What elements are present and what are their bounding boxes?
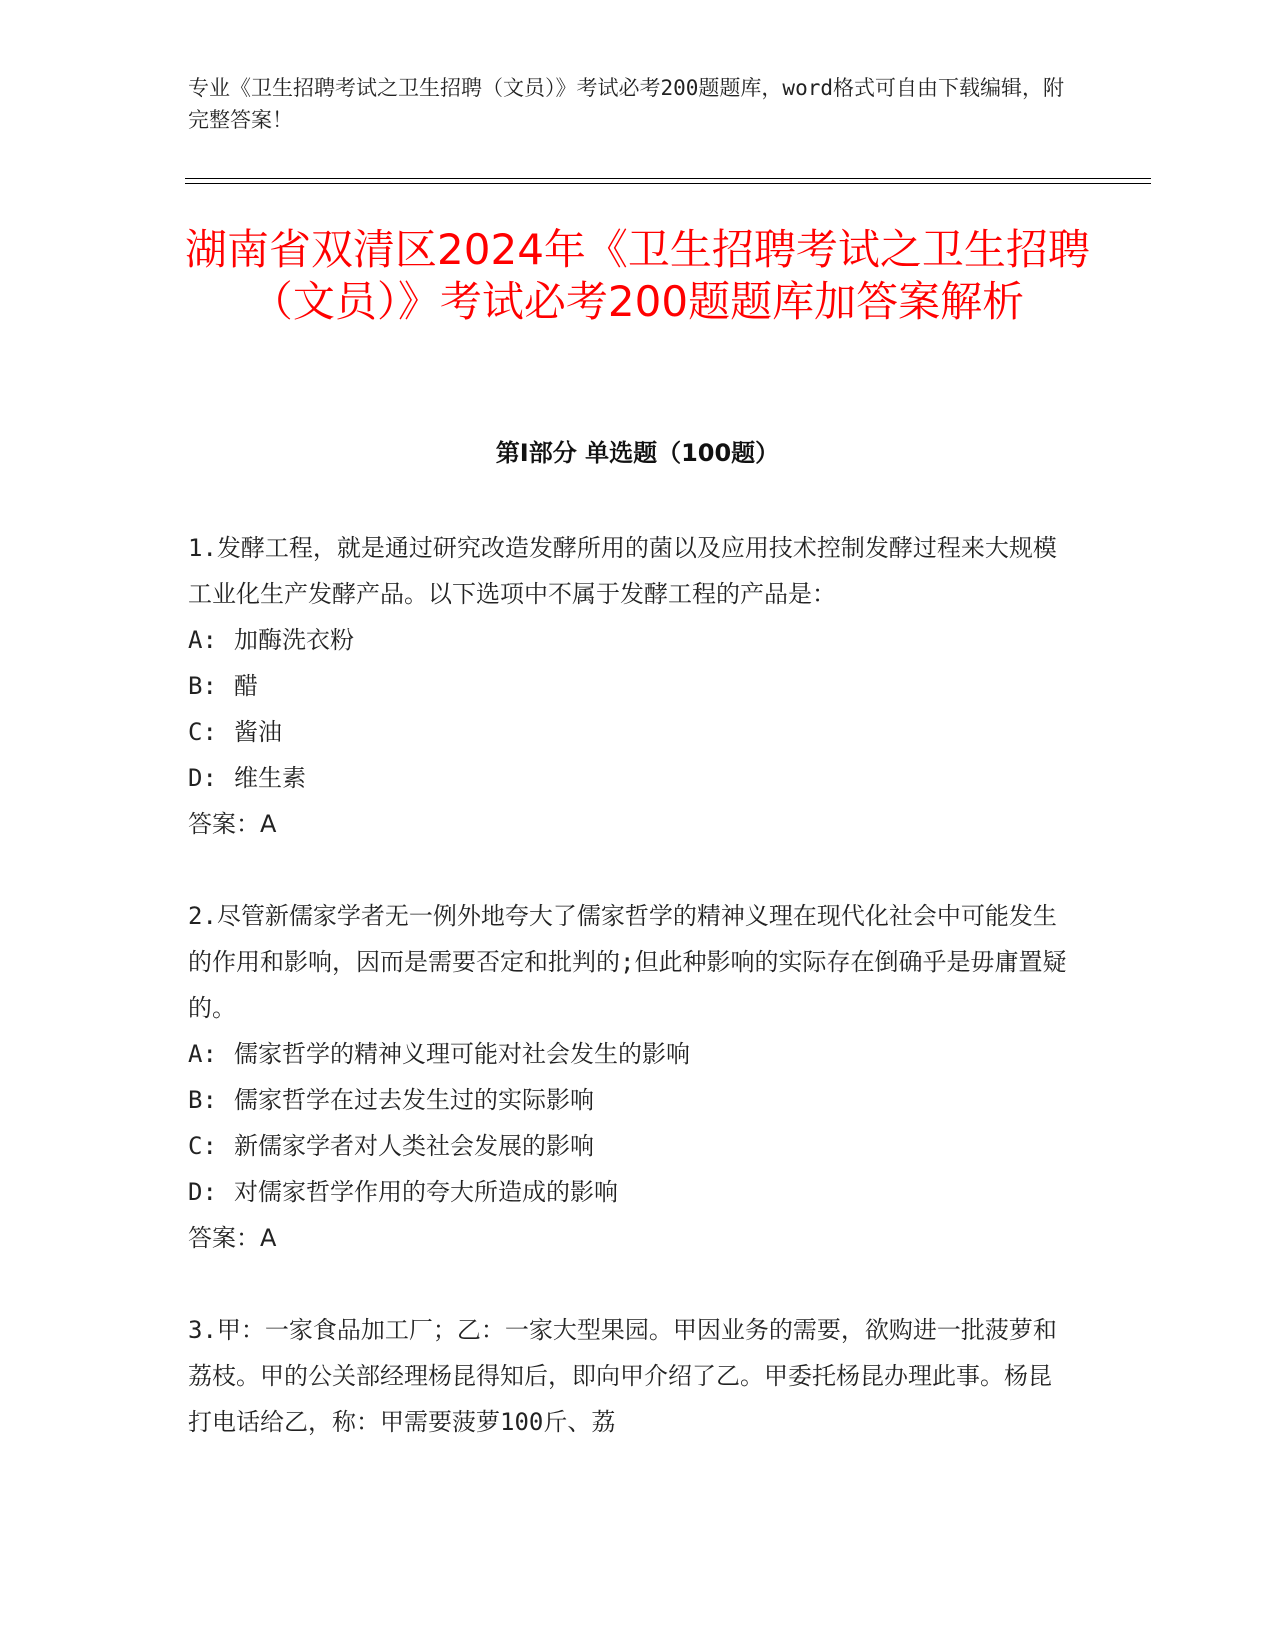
option-text: 维生素 — [234, 764, 306, 792]
header-divider-bottom — [185, 183, 1151, 184]
option-d — [188, 1169, 1068, 1215]
option-text: 对儒家哲学作用的夸大所造成的影响 — [234, 1178, 618, 1206]
option-label: A: — [188, 1040, 217, 1068]
option-list — [188, 617, 1068, 801]
header-divider-top — [185, 178, 1151, 179]
option-label: D: — [188, 1178, 217, 1206]
option-label: B: — [188, 672, 217, 700]
question-1 — [188, 525, 1068, 847]
option-c — [188, 1123, 1068, 1169]
option-a — [188, 617, 1068, 663]
option-text: 儒家哲学在过去发生过的实际影响 — [234, 1086, 594, 1114]
option-text: 新儒家学者对人类社会发展的影响 — [234, 1132, 594, 1160]
answer-line: 答案：A — [188, 1224, 277, 1252]
question-stem: 2.尽管新儒家学者无一例外地夸大了儒家哲学的精神义理在现代化社会中可能发生的作用和影响，因而是需要否定和批判的;但此种影响的实际存在倒确乎是毋庸置疑的。 — [188, 902, 1067, 1022]
document-title: 湖南省双清区2024年《卫生招聘考试之卫生招聘（文员）》考试必考200题题库加答案解析 — [185, 225, 1090, 326]
option-text: 醋 — [234, 672, 258, 700]
section-heading: 第Ⅰ部分 单选题（100题） — [495, 439, 780, 467]
question-stem: 3.甲：一家食品加工厂；乙：一家大型果园。甲因业务的需要，欲购进一批菠萝和荔枝。甲的公关部经理杨昆得知后，即向甲介绍了乙。甲委托杨昆办理此事。杨昆打电话给乙，称：甲需要菠萝100斤、荔 — [188, 1316, 1057, 1436]
option-text: 儒家哲学的精神义理可能对社会发生的影响 — [234, 1040, 690, 1068]
question-stem: 1.发酵工程，就是通过研究改造发酵所用的菌以及应用技术控制发酵过程来大规模工业化生产发酵产品。以下选项中不属于发酵工程的产品是： — [188, 534, 1057, 608]
option-label: B: — [188, 1086, 217, 1114]
question-2 — [188, 893, 1068, 1261]
question-list — [188, 525, 1068, 1491]
option-d — [188, 755, 1068, 801]
question-3 — [188, 1307, 1068, 1445]
option-b — [188, 1077, 1068, 1123]
option-text: 加酶洗衣粉 — [234, 626, 354, 654]
option-label: C: — [188, 1132, 217, 1160]
option-label: A: — [188, 626, 217, 654]
header-note: 专业《卫生招聘考试之卫生招聘（文员）》考试必考200题题库，word格式可自由下载编辑，附完整答案！ — [188, 76, 1064, 132]
option-c — [188, 709, 1068, 755]
answer-line: 答案：A — [188, 810, 277, 838]
option-label: C: — [188, 718, 217, 746]
option-b — [188, 663, 1068, 709]
option-list — [188, 1031, 1068, 1215]
option-label: D: — [188, 764, 217, 792]
option-a — [188, 1031, 1068, 1077]
option-text: 酱油 — [234, 718, 282, 746]
